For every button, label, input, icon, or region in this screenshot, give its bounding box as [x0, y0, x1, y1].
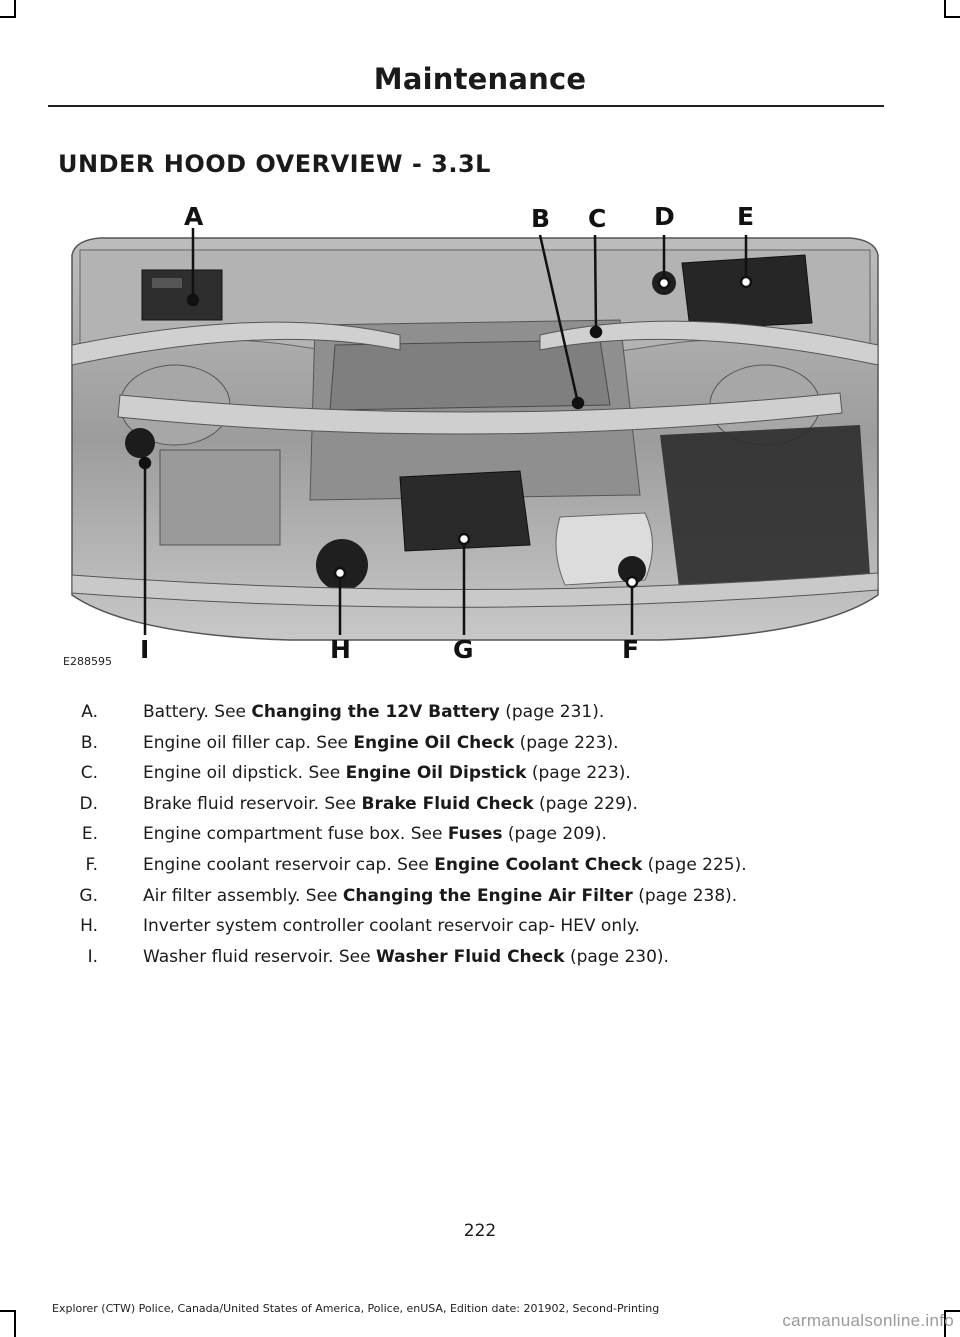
legend-item: [0, 819, 960, 849]
legend-description: [143, 758, 631, 788]
callout-d: D: [654, 202, 675, 231]
page-header-title: Maintenance: [373, 62, 587, 96]
legend-item: [0, 942, 960, 972]
cross-reference-link[interactable]: Brake Fluid Check: [361, 793, 534, 814]
watermark: carmanualsonline.info: [782, 1311, 954, 1330]
page-reference: (page 223).: [514, 732, 619, 753]
figure-id: E288595: [63, 655, 112, 668]
callout-g: G: [453, 635, 474, 664]
legend-text: Battery. See: [143, 702, 252, 722]
legend-key: H.: [80, 916, 98, 937]
legend-text: Air filter assembly. See: [143, 885, 343, 906]
page-reference: (page 209).: [502, 824, 607, 845]
cross-reference-link[interactable]: Engine Oil Dipstick: [345, 763, 527, 784]
legend-text: Engine oil dipstick. See: [143, 763, 346, 784]
callout-b: B: [531, 204, 551, 233]
legend-text: Brake fluid reservoir. See: [143, 793, 362, 814]
callout-e: E: [737, 202, 755, 231]
legend-description: [143, 881, 737, 911]
cross-reference-link[interactable]: Engine Oil Check: [353, 732, 515, 753]
page-reference: (page 230).: [564, 946, 669, 967]
page-number: 222: [463, 1221, 497, 1241]
page-reference: (page 229).: [533, 793, 638, 814]
legend-item: [0, 850, 960, 880]
legend-description: [143, 819, 607, 849]
legend-description: [143, 850, 747, 880]
callout-h: H: [330, 635, 351, 664]
footer-edition-info: Explorer (CTW) Police, Canada/United States of America, Police, enUSA, Edition date: 201902, Second-Printing: [52, 1302, 660, 1315]
legend-description: [143, 942, 669, 972]
legend-description: [143, 789, 638, 819]
crop-mark: [944, 16, 960, 18]
legend-item: [0, 881, 960, 911]
legend-item: [0, 911, 960, 941]
legend-key: B.: [80, 732, 98, 753]
legend-key: F.: [85, 855, 98, 875]
cross-reference-link[interactable]: Washer Fluid Check: [375, 946, 565, 967]
crop-mark: [0, 16, 16, 18]
cross-reference-link[interactable]: Changing the Engine Air Filter: [342, 885, 633, 906]
section-title: UNDER HOOD OVERVIEW - 3.3L: [58, 150, 491, 178]
engine-bay-illustration: [60, 195, 890, 675]
legend-text: Inverter system controller coolant reservoir cap- HEV only.: [143, 916, 640, 937]
callout-c: C: [588, 204, 607, 233]
legend-description: [143, 911, 640, 941]
legend-key: C.: [80, 763, 98, 784]
legend-text: Engine compartment fuse box. See: [143, 824, 448, 845]
cross-reference-link[interactable]: Changing the 12V Battery: [251, 702, 500, 722]
legend-item: [0, 728, 960, 758]
cross-reference-link[interactable]: Fuses: [447, 824, 503, 845]
callout-i: I: [140, 635, 150, 664]
crop-mark: [14, 1312, 16, 1337]
legend-key: A.: [81, 702, 98, 722]
legend-text: Washer fluid reservoir. See: [143, 946, 376, 967]
legend-text: Engine coolant reservoir cap. See: [143, 855, 435, 875]
legend-key: G.: [79, 885, 98, 906]
page-reference: (page 223).: [526, 763, 631, 784]
page-reference: (page 238).: [632, 885, 738, 906]
crop-mark: [0, 1310, 16, 1312]
legend-key: I.: [87, 946, 98, 967]
legend-item: [0, 758, 960, 788]
header-divider: [48, 105, 884, 107]
page-reference: (page 231).: [499, 702, 605, 722]
cross-reference-link[interactable]: Engine Coolant Check: [434, 855, 643, 875]
legend-item: [0, 697, 960, 727]
legend-key: E.: [81, 824, 98, 845]
callout-f: F: [622, 635, 640, 664]
legend-item: [0, 789, 960, 819]
legend-text: Engine oil filler cap. See: [143, 732, 354, 753]
legend-key: D.: [79, 793, 98, 814]
legend-description: [143, 697, 604, 727]
legend-description: [143, 728, 619, 758]
callout-a: A: [184, 202, 204, 231]
page-reference: (page 225).: [642, 855, 747, 875]
